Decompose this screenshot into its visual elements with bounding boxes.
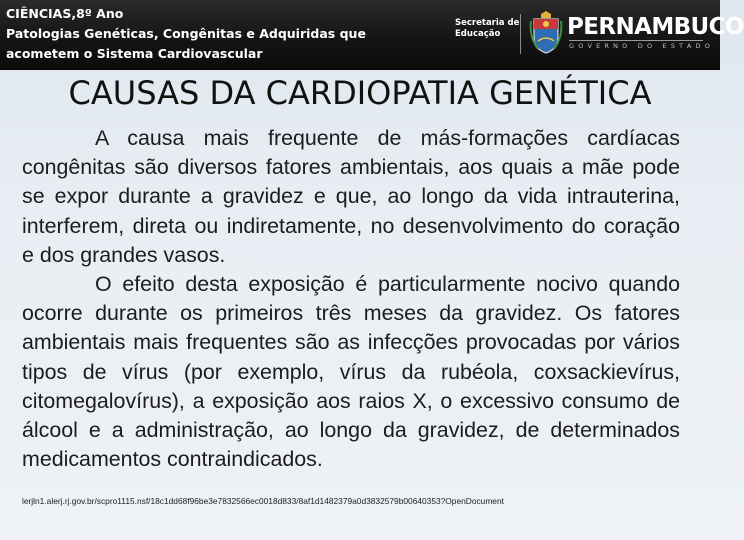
- state-logo-rule: [569, 40, 703, 41]
- secretaria-logo: [455, 18, 520, 40]
- course-line-3: acometem o Sistema Cardiovascular: [6, 46, 263, 61]
- header-bar: [0, 0, 744, 70]
- course-info: [6, 4, 416, 64]
- paragraph-2: O efeito desta exposição é particularmente nocivo quando ocorre durante os primeiros três meses da gravidez. Os fatores ambientais mais frequentes são as infecções provocadas por vários tipos de vírus (por exemplo, vírus da rubéola, coxsackievírus, citomegalovírus), a exposição aos raios X, o excessivo consumo de álcool e a administração, ao longo da gravidez, de determinados medicamentos contraindicados.: [22, 272, 680, 472]
- state-government-label: GOVERNO DO ESTADO: [569, 42, 715, 50]
- course-line-2: Patologias Genéticas, Congênitas e Adquiridas que: [6, 26, 366, 41]
- source-reference: lerjln1.alerj.rj.gov.br/scpro1115.nsf/18c1dd68f96be3e7832566ec0018d833/8af1d1482379a0d3832579b00640353?OpenDocument: [22, 496, 504, 506]
- pernambuco-coat-of-arms-icon: [528, 11, 564, 55]
- course-line-1: CIÊNCIAS,8º Ano: [6, 6, 124, 21]
- state-name-logo: PERNAMBUCO: [567, 14, 744, 40]
- secretaria-line-1: Secretaria de: [455, 18, 520, 28]
- logo-divider: [520, 14, 521, 54]
- paragraph-1: A causa mais frequente de más-formações cardíacas congênitas são diversos fatores ambientais, aos quais a mãe pode se expor durante a gravidez e que, ao longo da vida intrauterina, interferem, direta ou indiretamente, no desenvolvimento do coração e dos grandes vasos.: [22, 126, 680, 267]
- slide-title: CAUSAS DA CARDIOPATIA GENÉTICA: [68, 74, 652, 112]
- slide-body: [22, 124, 680, 474]
- secretaria-line-2: Educação: [455, 29, 501, 39]
